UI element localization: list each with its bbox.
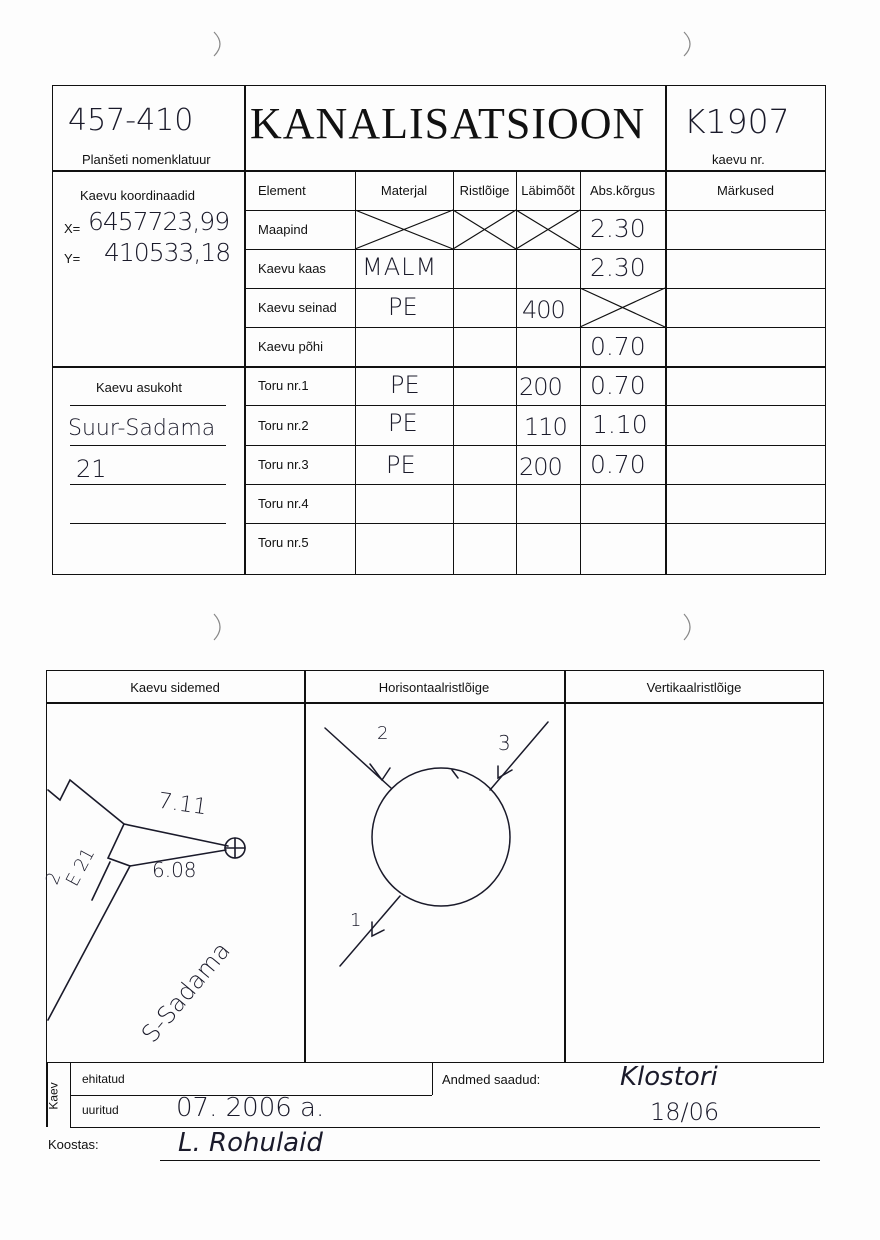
well-number-label: kaevu nr. [712, 152, 765, 167]
surveyed-label: uuritud [82, 1103, 119, 1117]
abs-height-value: 1.10 [592, 410, 648, 439]
abs-height-value: 2.30 [590, 253, 646, 282]
material-value: PE [390, 371, 420, 399]
diameter-value: 400 [522, 296, 565, 324]
built-label: ehitatud [82, 1072, 125, 1086]
sheet-number-label: Planšeti nomenklatuur [82, 152, 211, 167]
header-abs-height: Abs.kõrgus [589, 183, 656, 198]
y-prefix: Y= [64, 251, 81, 266]
location-label: Kaevu asukoht [96, 380, 183, 395]
sketch-distance-2: 6.08 [152, 858, 197, 882]
abs-height-value: 0.70 [590, 371, 646, 400]
sketch-header: Kaevu sidemed [130, 680, 220, 695]
vertical-section-header: Vertikaalristlõige [646, 680, 742, 695]
diameter-value: 200 [519, 453, 562, 481]
row-label: Kaevu seinad [258, 300, 337, 315]
abs-height-value: 0.70 [590, 450, 646, 479]
diameter-value: 110 [524, 413, 567, 441]
data-from-handwritten-date: 18/06 [650, 1098, 720, 1126]
data-from-label: Andmed saadud: [442, 1072, 541, 1087]
abs-height-value: 0.70 [590, 332, 646, 361]
compiled-by-handwritten: L. Rohulaid [178, 1128, 323, 1158]
row-label: Toru nr.5 [258, 535, 309, 550]
x-prefix: X= [64, 221, 81, 236]
y-coordinate-handwritten: 410533,18 [104, 238, 231, 267]
abs-height-value: 2.30 [590, 214, 646, 243]
well-number-handwritten: K1907 [684, 102, 790, 141]
row-label: Toru nr.1 [258, 378, 309, 393]
coords-label: Kaevu koordinaadid [80, 188, 195, 203]
sheet-number-handwritten: 457-410 [68, 103, 194, 138]
header-remarks: Märkused [716, 183, 775, 198]
row-label: Toru nr.4 [258, 496, 309, 511]
horizontal-section-header: Horisontaalristlõige [378, 680, 490, 695]
row-label: Kaevu kaas [258, 261, 326, 276]
location-line2-handwritten: 21 [76, 455, 107, 483]
row-label: Toru nr.2 [258, 418, 309, 433]
diameter-value: 200 [519, 373, 562, 401]
surveyed-date-handwritten: 07. 2006 a. [176, 1093, 325, 1123]
pipe-number: 1 [350, 910, 362, 931]
location-line1-handwritten: Suur-Sadama [68, 416, 216, 441]
row-label: Maapind [258, 222, 308, 237]
sketch-distance-1: 7.11 [156, 788, 209, 821]
x-coordinate-handwritten: 6457723,99 [88, 207, 230, 236]
pipe-number: 3 [498, 731, 511, 755]
material-value: MALM [362, 253, 438, 281]
material-value: PE [388, 409, 418, 437]
material-value: PE [388, 293, 418, 321]
sketch-building-label: E 21 [62, 844, 100, 890]
page-title: KANALISATSIOON [250, 99, 646, 148]
row-label: Toru nr.3 [258, 457, 309, 472]
kaev-label: Kaev [46, 1082, 61, 1110]
material-value: PE [386, 451, 416, 479]
sketch-building-label: 2 [41, 869, 66, 888]
data-from-handwritten: Klostori [620, 1062, 718, 1092]
header-diameter: Läbimõõt [521, 183, 575, 198]
header-cross-section: Ristlõige [459, 183, 510, 198]
header-element: Element [258, 183, 306, 198]
header-material: Materjal [380, 183, 428, 198]
pipe-number: 2 [377, 723, 389, 744]
sketch-street-label: S-Sadama [136, 936, 236, 1048]
compiled-label: Koostas: [48, 1137, 99, 1152]
row-label: Kaevu põhi [258, 339, 324, 354]
